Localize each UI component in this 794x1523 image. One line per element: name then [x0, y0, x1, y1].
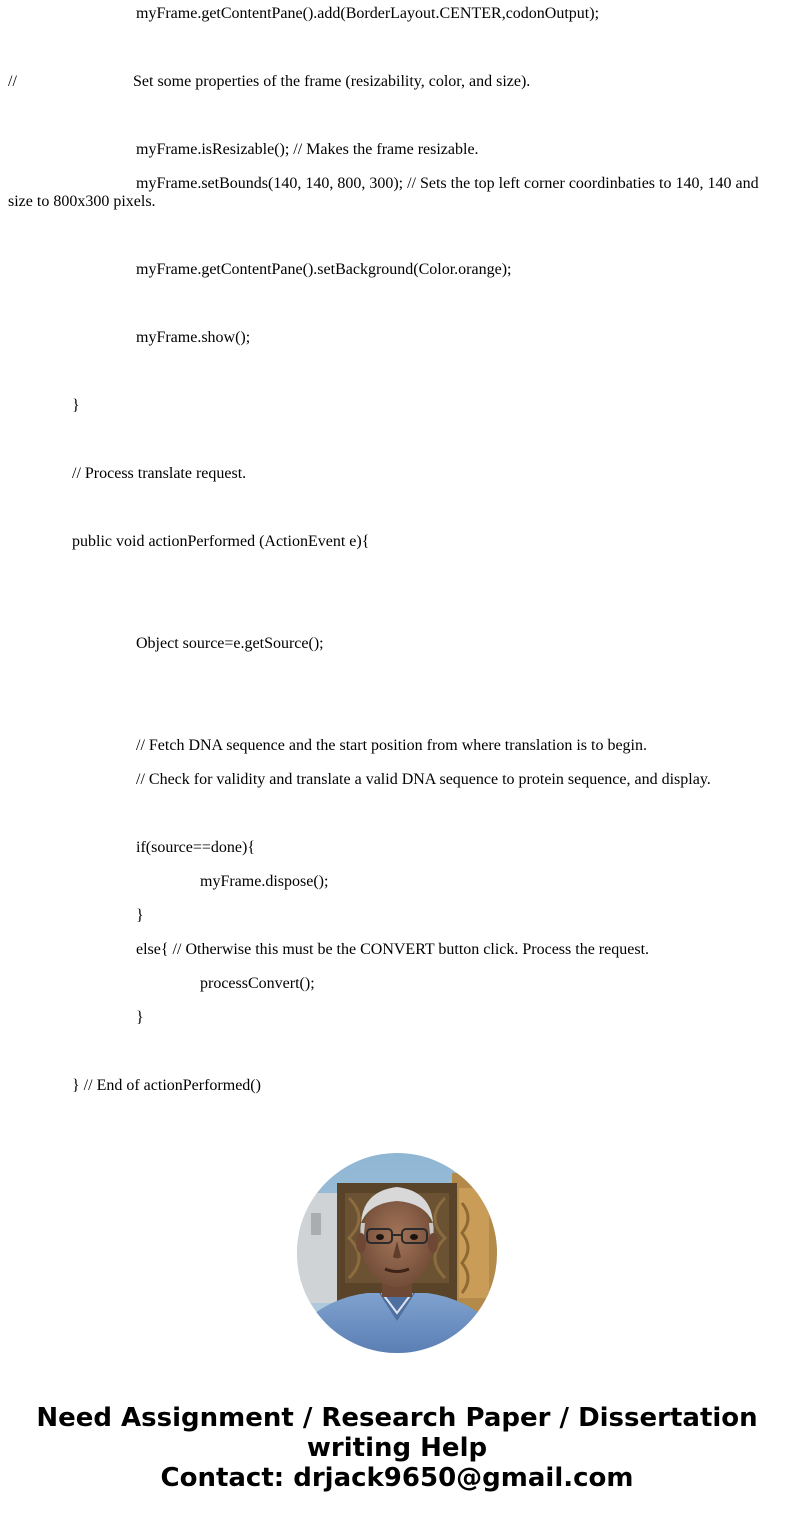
comment-slash: //	[8, 73, 17, 90]
code-line-process-convert: processConvert();	[200, 975, 315, 992]
author-portrait-image	[297, 1153, 497, 1353]
code-closing-brace-else: }	[136, 1009, 144, 1026]
code-line-set-bounds	[8, 175, 778, 211]
code-closing-brace: }	[72, 397, 80, 414]
code-comment-fetch-dna: // Fetch DNA sequence and the start position from where translation is to begin.	[136, 737, 647, 754]
code-line-if-done: if(source==done){	[136, 839, 256, 856]
set-bounds-text: myFrame.setBounds(140, 140, 800, 300); // Sets the top left corner coordinbaties to 140, 140 and size to 800x300 pixels.	[8, 175, 759, 210]
code-line-get-source: Object source=e.getSource();	[136, 635, 324, 652]
code-line-set-background: myFrame.getContentPane().setBackground(Color.orange);	[136, 261, 512, 278]
code-line-is-resizable: myFrame.isResizable(); // Makes the frame resizable.	[136, 141, 479, 158]
code-closing-brace-if: }	[136, 907, 144, 924]
code-comment-frame-properties: Set some properties of the frame (resizability, color, and size).	[133, 73, 531, 90]
code-end-action-performed: } // End of actionPerformed()	[72, 1077, 261, 1094]
code-line-action-performed: public void actionPerformed (ActionEvent e){	[72, 533, 370, 550]
promo-line-help: Need Assignment / Research Paper / Dissertation	[36, 1403, 758, 1433]
promo-line-writing: writing Help	[306, 1433, 488, 1463]
code-comment-process-translate: // Process translate request.	[72, 465, 247, 482]
author-avatar	[297, 1153, 497, 1353]
code-comment-check-validity: // Check for validity and translate a valid DNA sequence to protein sequence, and display.	[136, 771, 711, 788]
code-line-add-codon-output: myFrame.getContentPane().add(BorderLayout.CENTER,codonOutput);	[136, 5, 600, 22]
code-line-else: else{ // Otherwise this must be the CONVERT button click. Process the request.	[136, 941, 650, 958]
promo-footer	[0, 1403, 794, 1493]
code-line-show: myFrame.show();	[136, 329, 251, 346]
code-line-dispose: myFrame.dispose();	[200, 873, 329, 890]
promo-line-contact: Contact: drjack9650@gmail.com	[160, 1463, 634, 1493]
